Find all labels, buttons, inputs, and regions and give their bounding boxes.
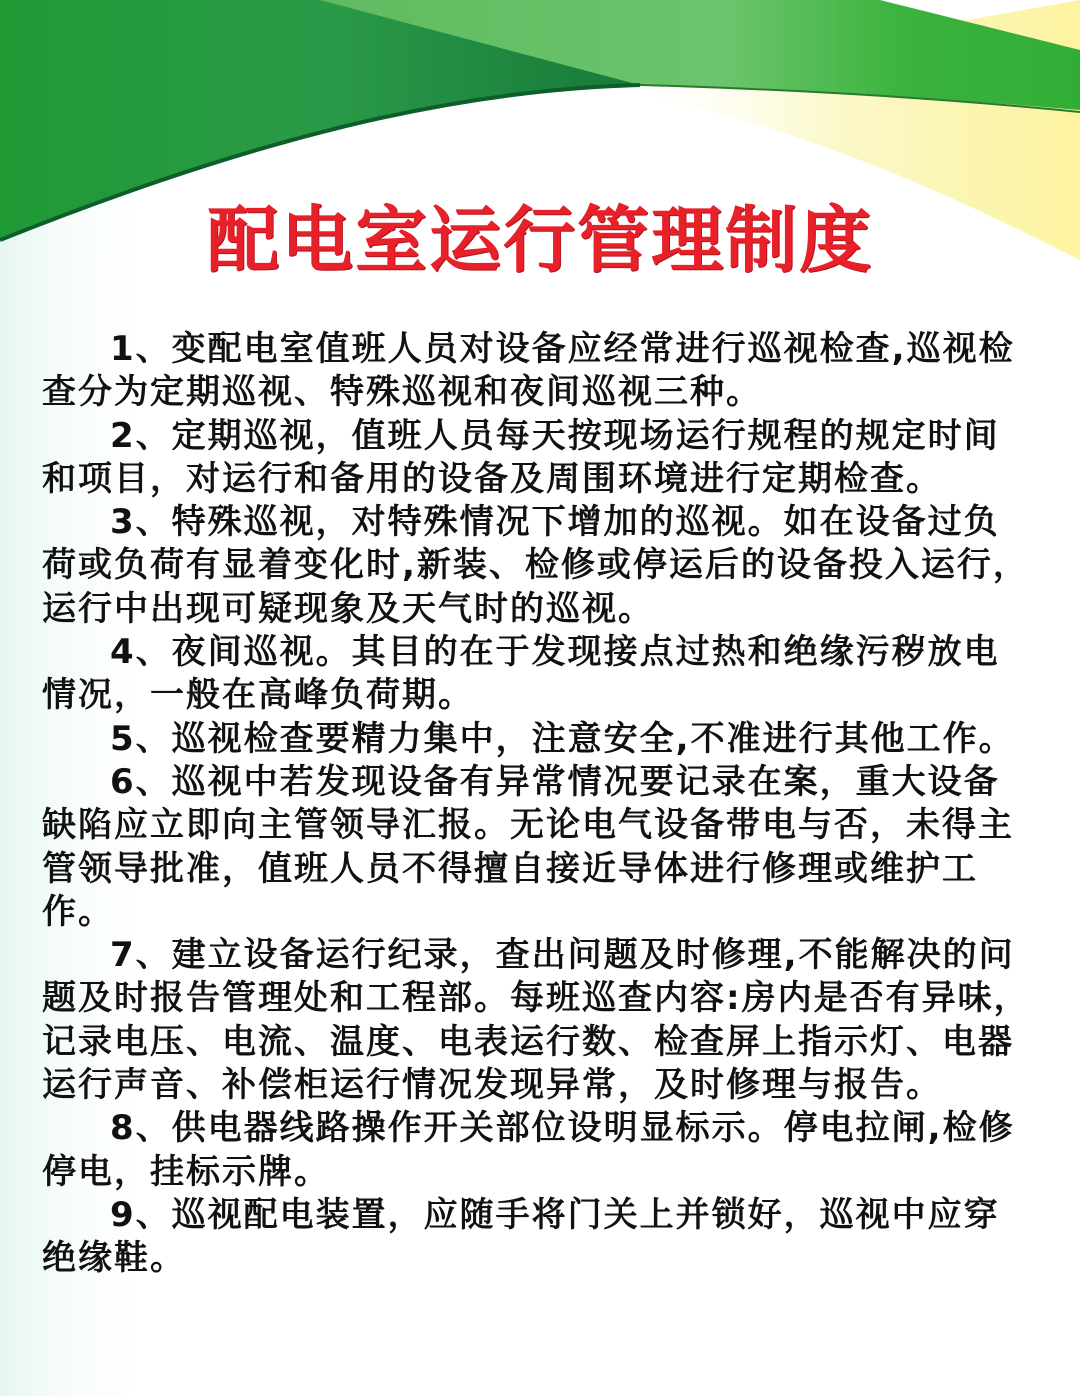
regulation-item-2: 2、定期巡视，值班人员每天按现场运行规程的规定时间和项目，对运行和备用的设备及周围环境进行定期检查。 bbox=[42, 415, 1000, 499]
regulation-item-9: 9、巡视配电装置，应随手将门关上并锁好，巡视中应穿绝缘鞋。 bbox=[42, 1194, 1000, 1279]
regulation-item-8: 8、供电器线路操作开关部位设明显标示。停电拉闸,检修停电，挂标示牌。 bbox=[42, 1108, 1015, 1192]
regulation-item-4: 4、夜间巡视。其目的在于发现接点过热和绝缘污秽放电情况，一般在高峰负荷期。 bbox=[42, 632, 1000, 716]
regulation-item-1: 1、变配电室值班人员对设备应经常进行巡视检查,巡视检查分为定期巡视、特殊巡视和夜间巡视三种。 bbox=[42, 329, 1015, 413]
regulation-item-3: 3、特殊巡视，对特殊情况下增加的巡视。如在设备过负荷或负荷有显着变化时,新装、检修或停运后的设备投入运行，运行中出现可疑现象及天气时的巡视。 bbox=[42, 502, 1029, 629]
regulation-item-7: 7、建立设备运行纪录，查出问题及时修理,不能解决的问题及时报告管理处和工程部。每班巡查内容:房内是否有异味，记录电压、电流、温度、电表运行数、检查屏上指示灯、电器运行声音、补偿柜运行情况发现异常，及时修理与报告。 bbox=[42, 935, 1030, 1106]
regulation-item-5: 5、巡视检查要精力集中，注意安全,不准进行其他工作。 bbox=[110, 718, 1015, 759]
regulation-item-6: 6、巡视中若发现设备有异常情况要记录在案，重大设备缺陷应立即向主管领导汇报。无论电气设备带电与否，未得主管领导批准，值班人员不得擅自接近导体进行修理或维护工作。 bbox=[42, 761, 1014, 932]
regulation-body bbox=[42, 328, 1032, 1281]
poster-title: 配电室运行管理制度 bbox=[206, 198, 873, 282]
